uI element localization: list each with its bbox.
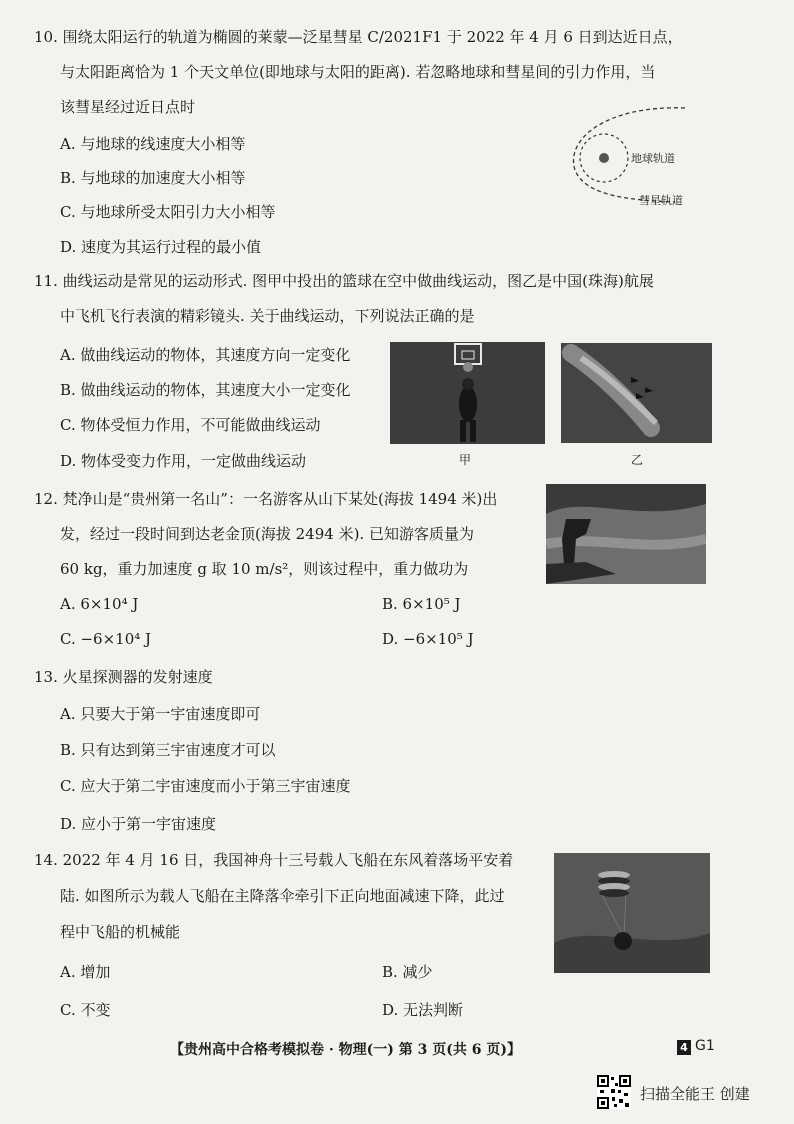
q14-stem-line-1: 14. 2022 年 4 月 16 日，我国神舟十三号载人飞船在东风着落场平安着 — [34, 851, 514, 869]
q10-option-d: D. 速度为其运行过程的最小值 — [60, 238, 262, 256]
q12-option-b: B. 6×10⁵ J — [382, 595, 461, 613]
q12-stem-line-1: 12. 梵净山是“贵州第一名山”：一名游客从山下某处(海拔 1494 米)出 — [34, 490, 498, 508]
basketball-photo — [390, 342, 545, 444]
q10-option-a: A. 与地球的线速度大小相等 — [60, 135, 246, 153]
q11-stem-line-2: 中飞机飞行表演的精彩镜头. 关于曲线运动，下列说法正确的是 — [60, 307, 475, 325]
q10-stem-line-2: 与太阳距离恰为 1 个天文单位(即地球与太阳的距离). 若忽略地球和彗星间的引力作用，当 — [60, 63, 656, 81]
q13-option-d: D. 应小于第一宇宙速度 — [60, 815, 217, 833]
q11-stem-line-1: 11. 曲线运动是常见的运动形式. 图甲中投出的篮球在空中做曲线运动，图乙是中国(珠海)航展 — [34, 272, 654, 290]
earth-orbit-label: 地球轨道 — [631, 152, 675, 165]
q14-option-c: C. 不变 — [60, 1001, 111, 1019]
q13-option-c: C. 应大于第二宇宙速度而小于第三宇宙速度 — [60, 777, 351, 795]
q10-stem-line-3: 该彗星经过近日点时 — [60, 98, 196, 116]
q10-stem-line-1: 10. 围绕太阳运行的轨道为椭圆的莱蒙—泛星彗星 C/2021F1 于 2022 年 4 月 6 日到达近日点， — [34, 28, 683, 46]
comet-orbit-label: 彗星轨道 — [639, 194, 683, 207]
mountain-photo — [546, 484, 706, 584]
qr-code-icon — [597, 1075, 631, 1109]
footer-code: G1 — [695, 1038, 715, 1054]
photo-caption-yi: 乙 — [631, 453, 644, 467]
page-footer-title: 【贵州高中合格考模拟卷 · 物理(一) 第 3 页(共 6 页)】 — [170, 1042, 521, 1058]
q12-option-c: C. −6×10⁴ J — [60, 630, 152, 648]
q14-stem-line-2: 陆. 如图所示为载人飞船在主降落伞牵引下正向地面减速下降，此过 — [60, 887, 505, 905]
q14-option-d: D. 无法判断 — [382, 1001, 464, 1019]
q12-option-d: D. −6×10⁵ J — [382, 630, 474, 648]
q11-option-d: D. 物体受变力作用，一定做曲线运动 — [60, 452, 307, 470]
q10-option-b: B. 与地球的加速度大小相等 — [60, 169, 246, 187]
q14-stem-line-3: 程中飞船的机械能 — [60, 923, 181, 941]
q11-option-a: A. 做曲线运动的物体，其速度方向一定变化 — [60, 346, 351, 364]
q12-stem-line-3: 60 kg，重力加速度 g 取 10 m/s²，则该过程中，重力做功为 — [60, 560, 469, 578]
q13-option-a: A. 只要大于第一宇宙速度即可 — [60, 705, 261, 723]
q10-option-c: C. 与地球所受太阳引力大小相等 — [60, 203, 276, 221]
orbit-diagram — [565, 100, 705, 215]
q11-option-c: C. 物体受恒力作用，不可能做曲线运动 — [60, 416, 321, 434]
footer-badge: 4 — [677, 1040, 691, 1055]
q14-option-b: B. 减少 — [382, 963, 433, 981]
q11-option-b: B. 做曲线运动的物体，其速度大小一定变化 — [60, 381, 351, 399]
parachute-photo — [554, 853, 710, 973]
sun-icon — [599, 153, 609, 163]
q13-option-b: B. 只有达到第三宇宙速度才可以 — [60, 741, 276, 759]
photo-caption-jia: 甲 — [459, 453, 472, 467]
q12-stem-line-2: 发，经过一段时间到达老金顶(海拔 2494 米). 已知游客质量为 — [60, 525, 474, 543]
q13-stem-line-1: 13. 火星探测器的发射速度 — [34, 668, 213, 686]
airshow-photo — [561, 343, 712, 443]
scanner-watermark-label: 扫描全能王 创建 — [640, 1085, 750, 1103]
q12-option-a: A. 6×10⁴ J — [60, 595, 139, 613]
q14-option-a: A. 增加 — [60, 963, 111, 981]
